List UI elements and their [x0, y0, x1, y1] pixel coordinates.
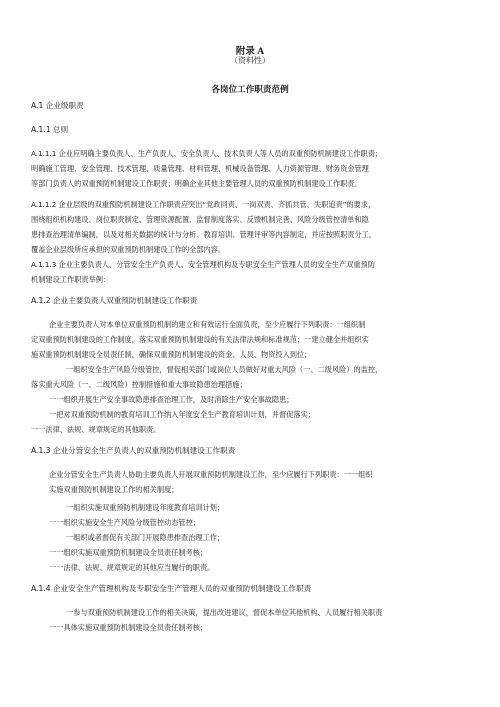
paragraph-line: 覆盖企业层级所应承担的双重预防机制建设工作的全部内容。 — [31, 245, 226, 254]
section-a14-heading: A.1.4 企业安全生产管理机构及专职安全生产管理人员的双重预防机制建设工作职责 — [31, 584, 312, 593]
paragraph-line: 机制建设工作职责举例： — [31, 275, 111, 284]
paragraph-line: 企业主要负责人对本单位双重预防机制的建立和有效运行全面负责，至少应履行下列职责：一组织制 — [49, 320, 366, 329]
paragraph-line: 一一具体实施双重预防机制建设全员责任制考核； — [49, 623, 208, 632]
paragraph-line: 定双重预防机制建设的工作制度，落实双重预防机制建设的有关法律法规和标准规范；一建立健全并组织实 — [31, 335, 369, 344]
document-title: 各岗位工作职责范例 — [211, 85, 289, 95]
paragraph-line: 一参与双重预防机制建设工作的相关决策，提出改进建议，督促本单位其他机构、人员履行相关职责 — [66, 608, 383, 617]
paragraph-line: 落实重大风险（一、二级风险）控制措施和重大事故隐患治理措施； — [31, 380, 247, 389]
paragraph-line: 患排查治理清单编制，以及对相关数据的统计与分析、教育培训、管理评审等内容制定，并应按照职责分工， — [31, 230, 377, 239]
paragraph-line: 一一法律、法规、规章规定的其他应当履行的职责。 — [49, 563, 215, 572]
appendix-heading: 附录 A — [235, 47, 265, 57]
paragraph-line: 一一组织实施安全生产风险分级管控动态管控； — [49, 518, 200, 527]
paragraph-line: 一组织或者督促有关部门开展隐患排查治理工作； — [66, 533, 225, 542]
paragraph-line: 实施双重预防机制建设工作的相关制度； — [49, 485, 179, 494]
paragraph-line: A.1.1.1 企业应明确主要负责人、生产负责人、安全负责人、技术负责人等人员的双重预防机制建设工作职责； — [31, 149, 383, 158]
paragraph-line: 围绕组织机构建设、岗位职责制定、管理资源配置、监督制度落实、反馈机制完善、风险分级管控清单和隐 — [31, 215, 369, 224]
appendix-type: （资料性） — [230, 56, 270, 65]
paragraph-line: 等部门负责人的双重预防机制建设工作职责；明确企业其他主要管理人员的双重预防机制建设工作职责。 — [31, 179, 362, 188]
paragraph-line: 一组织实施双重预防机制建设年度教育培训计划； — [66, 503, 225, 512]
paragraph-line: 施双重预防机制建设全员责任制，确保双重预防机制建设的资金、人员、物资投入到位； — [31, 350, 312, 359]
section-a12-heading: A.1.2 企业主要负责人双重预防机制建设工作职责 — [31, 296, 198, 305]
section-a1-heading: A.1 企业级职责 — [31, 101, 84, 110]
paragraph-line: 一把对双重预防机制的教育培训工作纳入年度安全生产教育培训计划，并督促落实； — [49, 410, 315, 419]
paragraph-line: 一组织安全生产风险分级管控，督促相关部门或岗位人员做好对重大风险（一、二级风险）的监控， — [66, 365, 383, 374]
paragraph-line: 一一组织开展生产安全事故隐患排查治理工作，及时消除生产安全事故隐患； — [49, 395, 294, 404]
paragraph-line: 企业分管安全生产负责人协助主要负责人开展双重预防机制建设工作，至少应履行下列职责：一一组织 — [49, 470, 373, 479]
paragraph-line: 一一法律、法规、规章规定的其他职责。 — [31, 425, 161, 434]
section-a13-heading: A.1.3 企业分管安全生产负责人的双重预防机制建设工作职责 — [31, 446, 236, 455]
paragraph-line: A.1.1.3 企业主要负责人、分管安全生产负责人、安全管理机构及专职安全生产管理人员的安全生产双重预防 — [31, 260, 375, 269]
section-a11-heading: A.1.1 总则 — [31, 125, 69, 134]
paragraph-line: A.1.1.2 企业层级的双重预防机制建设工作职责应突出“党政同责、一岗双责、齐抓共管、失职追责”的要求， — [31, 200, 376, 209]
paragraph-line: 一一组织实施双重预防机制建设全员责任制考核； — [49, 548, 208, 557]
paragraph-line: 明确施工管理、安全管理、技术管理、质量管理、材料管理、机械设备管理、人力资源管理、财务资金管理 — [31, 164, 369, 173]
